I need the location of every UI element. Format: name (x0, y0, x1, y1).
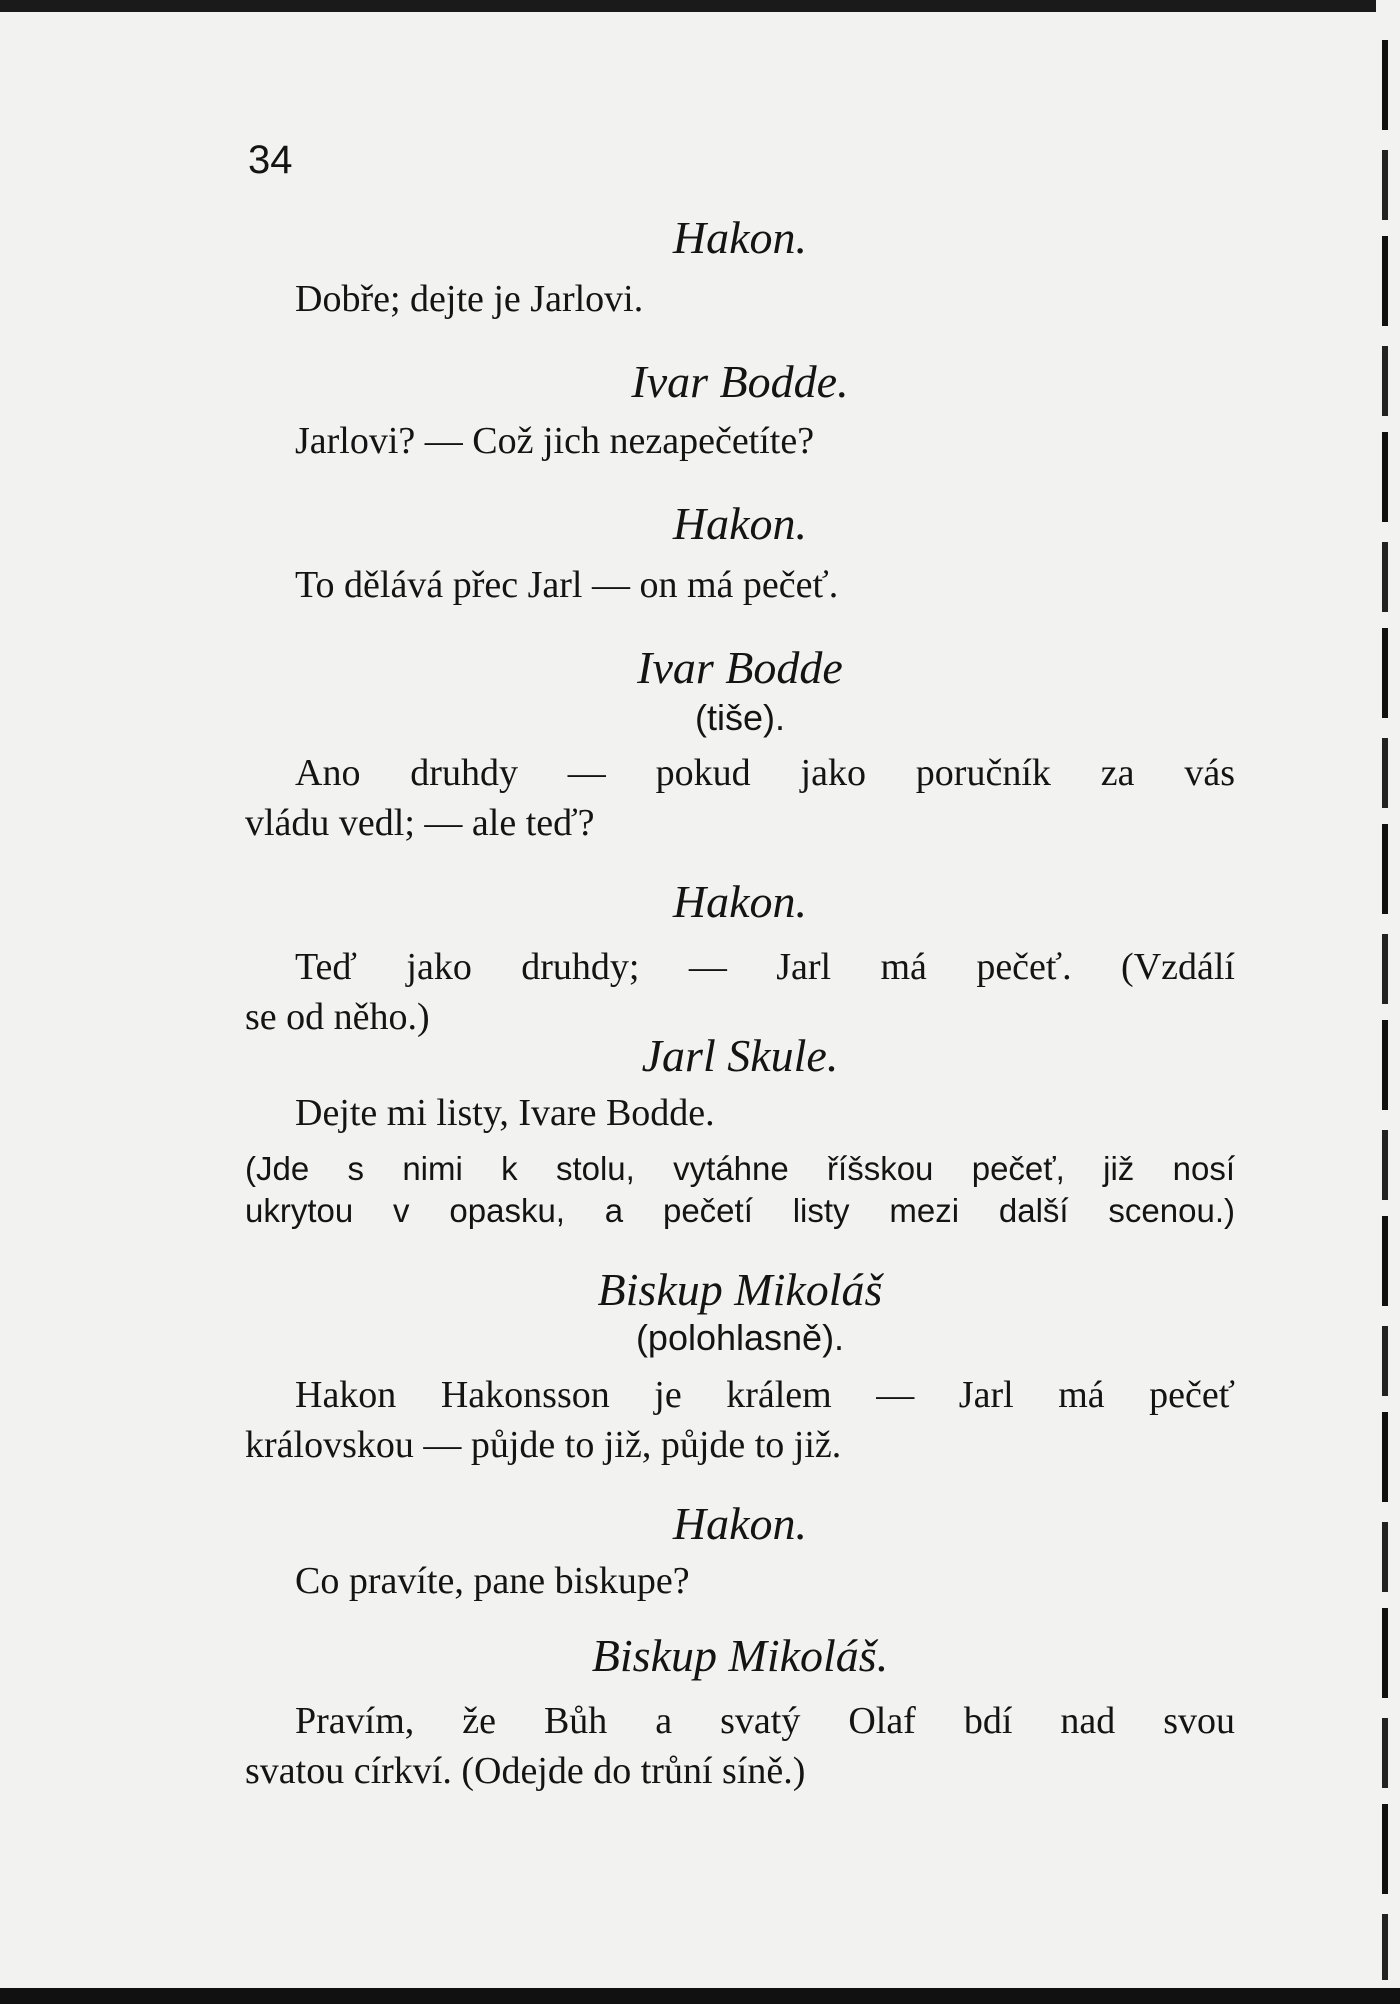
dialogue-line: Jarlovi? — Což jich nezapečetíte? (295, 420, 815, 462)
dialogue-line: Dejte mi listy, Ivare Bodde. (295, 1092, 715, 1134)
speaker-name: Ivar Bodde. (631, 356, 849, 407)
speaker-name: Hakon. (672, 1498, 808, 1549)
stage-direction: (tiše). (695, 697, 785, 738)
dialogue-line: se od něho.) (245, 996, 430, 1038)
dialogue-block (245, 1556, 1235, 1606)
stage-direction-block (245, 1148, 1235, 1232)
dialogue-block (245, 748, 1235, 848)
page-number: 34 (248, 138, 293, 182)
dialogue-block (245, 560, 1235, 610)
dialogue-line: Pravím, že Bůh a svatý Olaf bdí nad svou (295, 1700, 1235, 1742)
dialogue-block (245, 942, 1235, 1042)
speaker-name: Jarl Skule. (641, 1030, 839, 1081)
binding-edge-marks (1382, 40, 1388, 1980)
speaker-name: Hakon. (672, 212, 808, 263)
dialogue-block (245, 1370, 1235, 1470)
dialogue-block (245, 1696, 1235, 1796)
dialogue-line: vládu vedl; — ale teď? (245, 802, 595, 844)
speaker-name: Biskup Mikoláš (597, 1264, 883, 1315)
speaker-name: Biskup Mikoláš. (591, 1630, 889, 1681)
dialogue-block (245, 1088, 1235, 1138)
dialogue-line: Teď jako druhdy; — Jarl má pečeť. (Vzdálí (295, 946, 1235, 988)
dialogue-block (245, 274, 1235, 324)
dialogue-line: svatou církví. (Odejde do trůní síně.) (245, 1750, 806, 1792)
stage-direction: (polohlasně). (635, 1317, 845, 1358)
stage-line: ukrytou v opasku, a pečetí listy mezi další scenou.) (245, 1192, 1235, 1229)
dialogue-line: Hakon Hakonsson je králem — Jarl má pečeť (295, 1374, 1235, 1416)
dialogue-line: Dobře; dejte je Jarlovi. (295, 278, 644, 320)
speaker-name: Ivar Bodde (637, 642, 843, 693)
stage-line: (Jde s nimi k stolu, vytáhne říšskou pečeť, již nosí (245, 1150, 1235, 1187)
book-page (0, 12, 1376, 1990)
dialogue-block (245, 416, 1235, 466)
page-edge (1376, 0, 1400, 2004)
dialogue-line: To dělává přec Jarl — on má pečeť. (295, 564, 839, 606)
dialogue-line: Co pravíte, pane biskupe? (295, 1560, 690, 1602)
dialogue-line: královskou — půjde to již, půjde to již. (245, 1424, 842, 1466)
speaker-name: Hakon. (672, 498, 808, 549)
scan-border (0, 1988, 1400, 2004)
dialogue-line: Ano druhdy — pokud jako poručník za vás (295, 752, 1235, 794)
speaker-name: Hakon. (672, 876, 808, 927)
